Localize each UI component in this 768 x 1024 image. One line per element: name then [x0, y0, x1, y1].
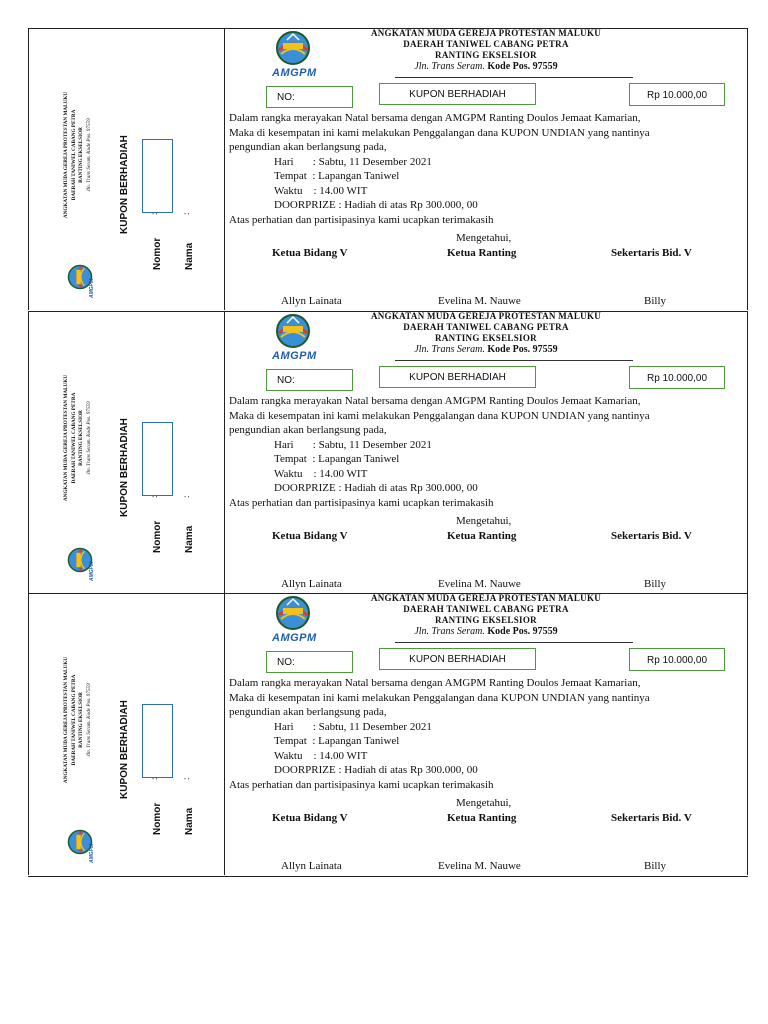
- coupon-body: [229, 676, 744, 792]
- coupon-right-border: [747, 28, 748, 310]
- org-line2: DAERAH TANIWEL CABANG PETRA: [403, 39, 569, 49]
- coupon-body: [229, 111, 744, 227]
- stub-org-line2: DAERAH TANIWEL CABANG PETRA: [70, 109, 77, 201]
- coupon-stub-rotated: [29, 312, 224, 593]
- event-day: Hari : Sabtu, 11 Desember 2021: [274, 155, 432, 168]
- org-line2: DAERAH TANIWEL CABANG PETRA: [403, 322, 569, 332]
- price-box: Rp 10.000,00: [629, 83, 725, 106]
- signature-name-sekertaris: Billy: [644, 295, 667, 307]
- signature-title-ketua-ranting: Ketua Ranting: [447, 530, 517, 542]
- org-line1: ANGKATAN MUDA GEREJA PROTESTAN MALUKU: [370, 311, 602, 321]
- stub-nomor-label: Nomor: [152, 802, 163, 835]
- stub-nama-colon: :: [181, 777, 191, 780]
- closing-text: Atas perhatian dan partisipasinya kami ucapkan terimakasih: [229, 778, 494, 791]
- stub-title: KUPON BERHADIAH: [119, 135, 130, 234]
- doorprize: DOORPRIZE : Hadiah di atas Rp 300.000, 00: [274, 199, 478, 211]
- stub-nomor-colon: :: [149, 212, 159, 215]
- coupon-main: [225, 311, 747, 593]
- header-rule: [395, 77, 633, 78]
- stub-org-line4: Jln. Trans Seram. Kode Pos. 97559: [85, 401, 92, 475]
- signature-title-sekertaris: Sekertaris Bid. V: [611, 812, 692, 824]
- body-para2: Maka di kesempatan ini kami melakukan Penggalangan dana KUPON UNDIAN yang nantinya: [229, 126, 650, 139]
- org-address: [355, 344, 617, 355]
- signature-title-ketua-bidang: Ketua Bidang V: [272, 247, 348, 259]
- event-place: Tempat : Lapangan Taniwel: [274, 735, 400, 747]
- stub-nama-colon: :: [181, 212, 191, 215]
- kupon-title-box: KUPON BERHADIAH: [379, 648, 536, 670]
- org-postal-code: Kode Pos. 97559: [487, 61, 558, 72]
- coupon-stub: [29, 29, 224, 310]
- signature-name-ketua-bidang: Allyn Lainata: [281, 578, 342, 590]
- signature-title-sekertaris: Sekertaris Bid. V: [611, 530, 692, 542]
- org-address-street: Jln. Trans Seram.: [414, 344, 485, 355]
- logo-text: AMGPM: [272, 67, 317, 79]
- coupon-right-border: [747, 593, 748, 875]
- number-box[interactable]: NO:: [266, 86, 353, 108]
- event-time: Waktu : 14.00 WIT: [274, 467, 368, 480]
- header-rule: [395, 642, 633, 643]
- body-para3: pengundian akan berlangsung pada,: [229, 141, 387, 153]
- body-para1: Dalam rangka merayakan Natal bersama dengan AMGPM Ranting Doulos Jemaat Kamarian,: [229, 112, 641, 124]
- body-para3: pengundian akan berlangsung pada,: [229, 424, 387, 436]
- coupon-1: [28, 28, 748, 310]
- stub-org-line3: RANTING EKSELSIOR: [78, 410, 84, 466]
- signature-name-ketua-ranting: Evelina M. Nauwe: [438, 295, 521, 307]
- coupon-right-border: [747, 311, 748, 593]
- kupon-title-box: KUPON BERHADIAH: [379, 83, 536, 105]
- stub-org-line1: ANGKATAN MUDA GEREJA PROTESTAN MALUKU: [63, 656, 69, 784]
- coupon-stub: [29, 312, 224, 593]
- signature-name-ketua-bidang: Allyn Lainata: [281, 860, 342, 872]
- doorprize: DOORPRIZE : Hadiah di atas Rp 300.000, 00: [274, 764, 478, 776]
- body-para1: Dalam rangka merayakan Natal bersama dengan AMGPM Ranting Doulos Jemaat Kamarian,: [229, 677, 641, 689]
- organization-header: [355, 311, 617, 355]
- stub-nomor-box[interactable]: [142, 139, 173, 213]
- org-line1: ANGKATAN MUDA GEREJA PROTESTAN MALUKU: [370, 593, 602, 603]
- org-line1: ANGKATAN MUDA GEREJA PROTESTAN MALUKU: [370, 28, 602, 38]
- event-time: Waktu : 14.00 WIT: [274, 184, 368, 197]
- stub-nomor-label: Nomor: [152, 520, 163, 553]
- stub-organization: [63, 625, 93, 815]
- coupon-main: [225, 593, 747, 875]
- org-postal-code: Kode Pos. 97559: [487, 344, 558, 355]
- coupon-main: [225, 28, 747, 310]
- stub-org-line1: ANGKATAN MUDA GEREJA PROTESTAN MALUKU: [63, 374, 69, 502]
- number-box[interactable]: NO:: [266, 369, 353, 391]
- organization-header: [355, 28, 617, 72]
- signature-title-ketua-ranting: Ketua Ranting: [447, 247, 517, 259]
- body-para3: pengundian akan berlangsung pada,: [229, 706, 387, 718]
- amgpm-logo-icon: [275, 30, 311, 66]
- stub-organization: [63, 343, 93, 533]
- logo-text: AMGPM: [272, 632, 317, 644]
- stub-org-line3: RANTING EKSELSIOR: [78, 692, 84, 748]
- stub-nama-colon: :: [181, 495, 191, 498]
- kupon-title-box: KUPON BERHADIAH: [379, 366, 536, 388]
- stub-org-line4: Jln. Trans Seram. Kode Pos. 97559: [85, 683, 92, 757]
- body-para2: Maka di kesempatan ini kami melakukan Penggalangan dana KUPON UNDIAN yang nantinya: [229, 409, 650, 422]
- stub-organization: [63, 60, 93, 250]
- stub-logo-text: AMGPM: [89, 278, 95, 298]
- coupon-body: [229, 394, 744, 510]
- signature-title-sekertaris: Sekertaris Bid. V: [611, 247, 692, 259]
- coupon-3: [28, 593, 748, 875]
- stub-org-line3: RANTING EKSELSIOR: [78, 127, 84, 183]
- org-line3: RANTING EKSELSIOR: [435, 615, 537, 625]
- price-box: Rp 10.000,00: [629, 648, 725, 671]
- event-day: Hari : Sabtu, 11 Desember 2021: [274, 720, 432, 733]
- signature-name-ketua-bidang: Allyn Lainata: [281, 295, 342, 307]
- org-address: [355, 61, 617, 72]
- org-line3: RANTING EKSELSIOR: [435, 333, 537, 343]
- stub-nomor-box[interactable]: [142, 704, 173, 778]
- amgpm-logo-icon: [275, 313, 311, 349]
- stub-nomor-colon: :: [149, 495, 159, 498]
- signature-title-ketua-bidang: Ketua Bidang V: [272, 530, 348, 542]
- number-box[interactable]: NO:: [266, 651, 353, 673]
- coupon-stub-rotated: [29, 594, 224, 875]
- org-postal-code: Kode Pos. 97559: [487, 626, 558, 637]
- stub-nama-label: Nama: [184, 242, 195, 270]
- signature-title-ketua-ranting: Ketua Ranting: [447, 812, 517, 824]
- stub-logo-text: AMGPM: [89, 843, 95, 863]
- signature-name-sekertaris: Billy: [644, 860, 667, 872]
- stub-nomor-colon: :: [149, 777, 159, 780]
- closing-text: Atas perhatian dan partisipasinya kami ucapkan terimakasih: [229, 496, 494, 509]
- stub-org-line2: DAERAH TANIWEL CABANG PETRA: [70, 392, 77, 484]
- signature-name-sekertaris: Billy: [644, 578, 667, 590]
- org-address-street: Jln. Trans Seram.: [414, 61, 485, 72]
- coupon-bottom-border: [28, 876, 748, 877]
- header-rule: [395, 360, 633, 361]
- event-time: Waktu : 14.00 WIT: [274, 749, 368, 762]
- event-day: Hari : Sabtu, 11 Desember 2021: [274, 438, 432, 451]
- stub-nama-label: Nama: [184, 807, 195, 835]
- org-address: [355, 626, 617, 637]
- signature-name-ketua-ranting: Evelina M. Nauwe: [438, 860, 521, 872]
- stub-logo-text: AMGPM: [89, 561, 95, 581]
- event-place: Tempat : Lapangan Taniwel: [274, 453, 400, 465]
- organization-header: [355, 593, 617, 637]
- body-para1: Dalam rangka merayakan Natal bersama dengan AMGPM Ranting Doulos Jemaat Kamarian,: [229, 395, 641, 407]
- stub-nama-label: Nama: [184, 525, 195, 553]
- stub-title: KUPON BERHADIAH: [119, 418, 130, 517]
- logo-text: AMGPM: [272, 350, 317, 362]
- org-address-street: Jln. Trans Seram.: [414, 626, 485, 637]
- coupon-stub-rotated: [29, 29, 224, 310]
- doorprize: DOORPRIZE : Hadiah di atas Rp 300.000, 00: [274, 482, 478, 494]
- stub-org-line4: Jln. Trans Seram. Kode Pos. 97559: [85, 118, 92, 192]
- stub-title: KUPON BERHADIAH: [119, 700, 130, 799]
- coupon-2: [28, 311, 748, 593]
- org-line2: DAERAH TANIWEL CABANG PETRA: [403, 604, 569, 614]
- org-line3: RANTING EKSELSIOR: [435, 50, 537, 60]
- stub-nomor-box[interactable]: [142, 422, 173, 496]
- stub-org-line1: ANGKATAN MUDA GEREJA PROTESTAN MALUKU: [63, 91, 69, 219]
- stub-org-line2: DAERAH TANIWEL CABANG PETRA: [70, 674, 77, 766]
- price-box: Rp 10.000,00: [629, 366, 725, 389]
- amgpm-logo-icon: [275, 595, 311, 631]
- mengetahui-label: Mengetahui,: [456, 797, 512, 809]
- closing-text: Atas perhatian dan partisipasinya kami ucapkan terimakasih: [229, 213, 494, 226]
- event-place: Tempat : Lapangan Taniwel: [274, 170, 400, 182]
- stub-nomor-label: Nomor: [152, 237, 163, 270]
- mengetahui-label: Mengetahui,: [456, 515, 512, 527]
- signature-title-ketua-bidang: Ketua Bidang V: [272, 812, 348, 824]
- body-para2: Maka di kesempatan ini kami melakukan Penggalangan dana KUPON UNDIAN yang nantinya: [229, 691, 650, 704]
- coupon-stub: [29, 594, 224, 875]
- mengetahui-label: Mengetahui,: [456, 232, 512, 244]
- signature-name-ketua-ranting: Evelina M. Nauwe: [438, 578, 521, 590]
